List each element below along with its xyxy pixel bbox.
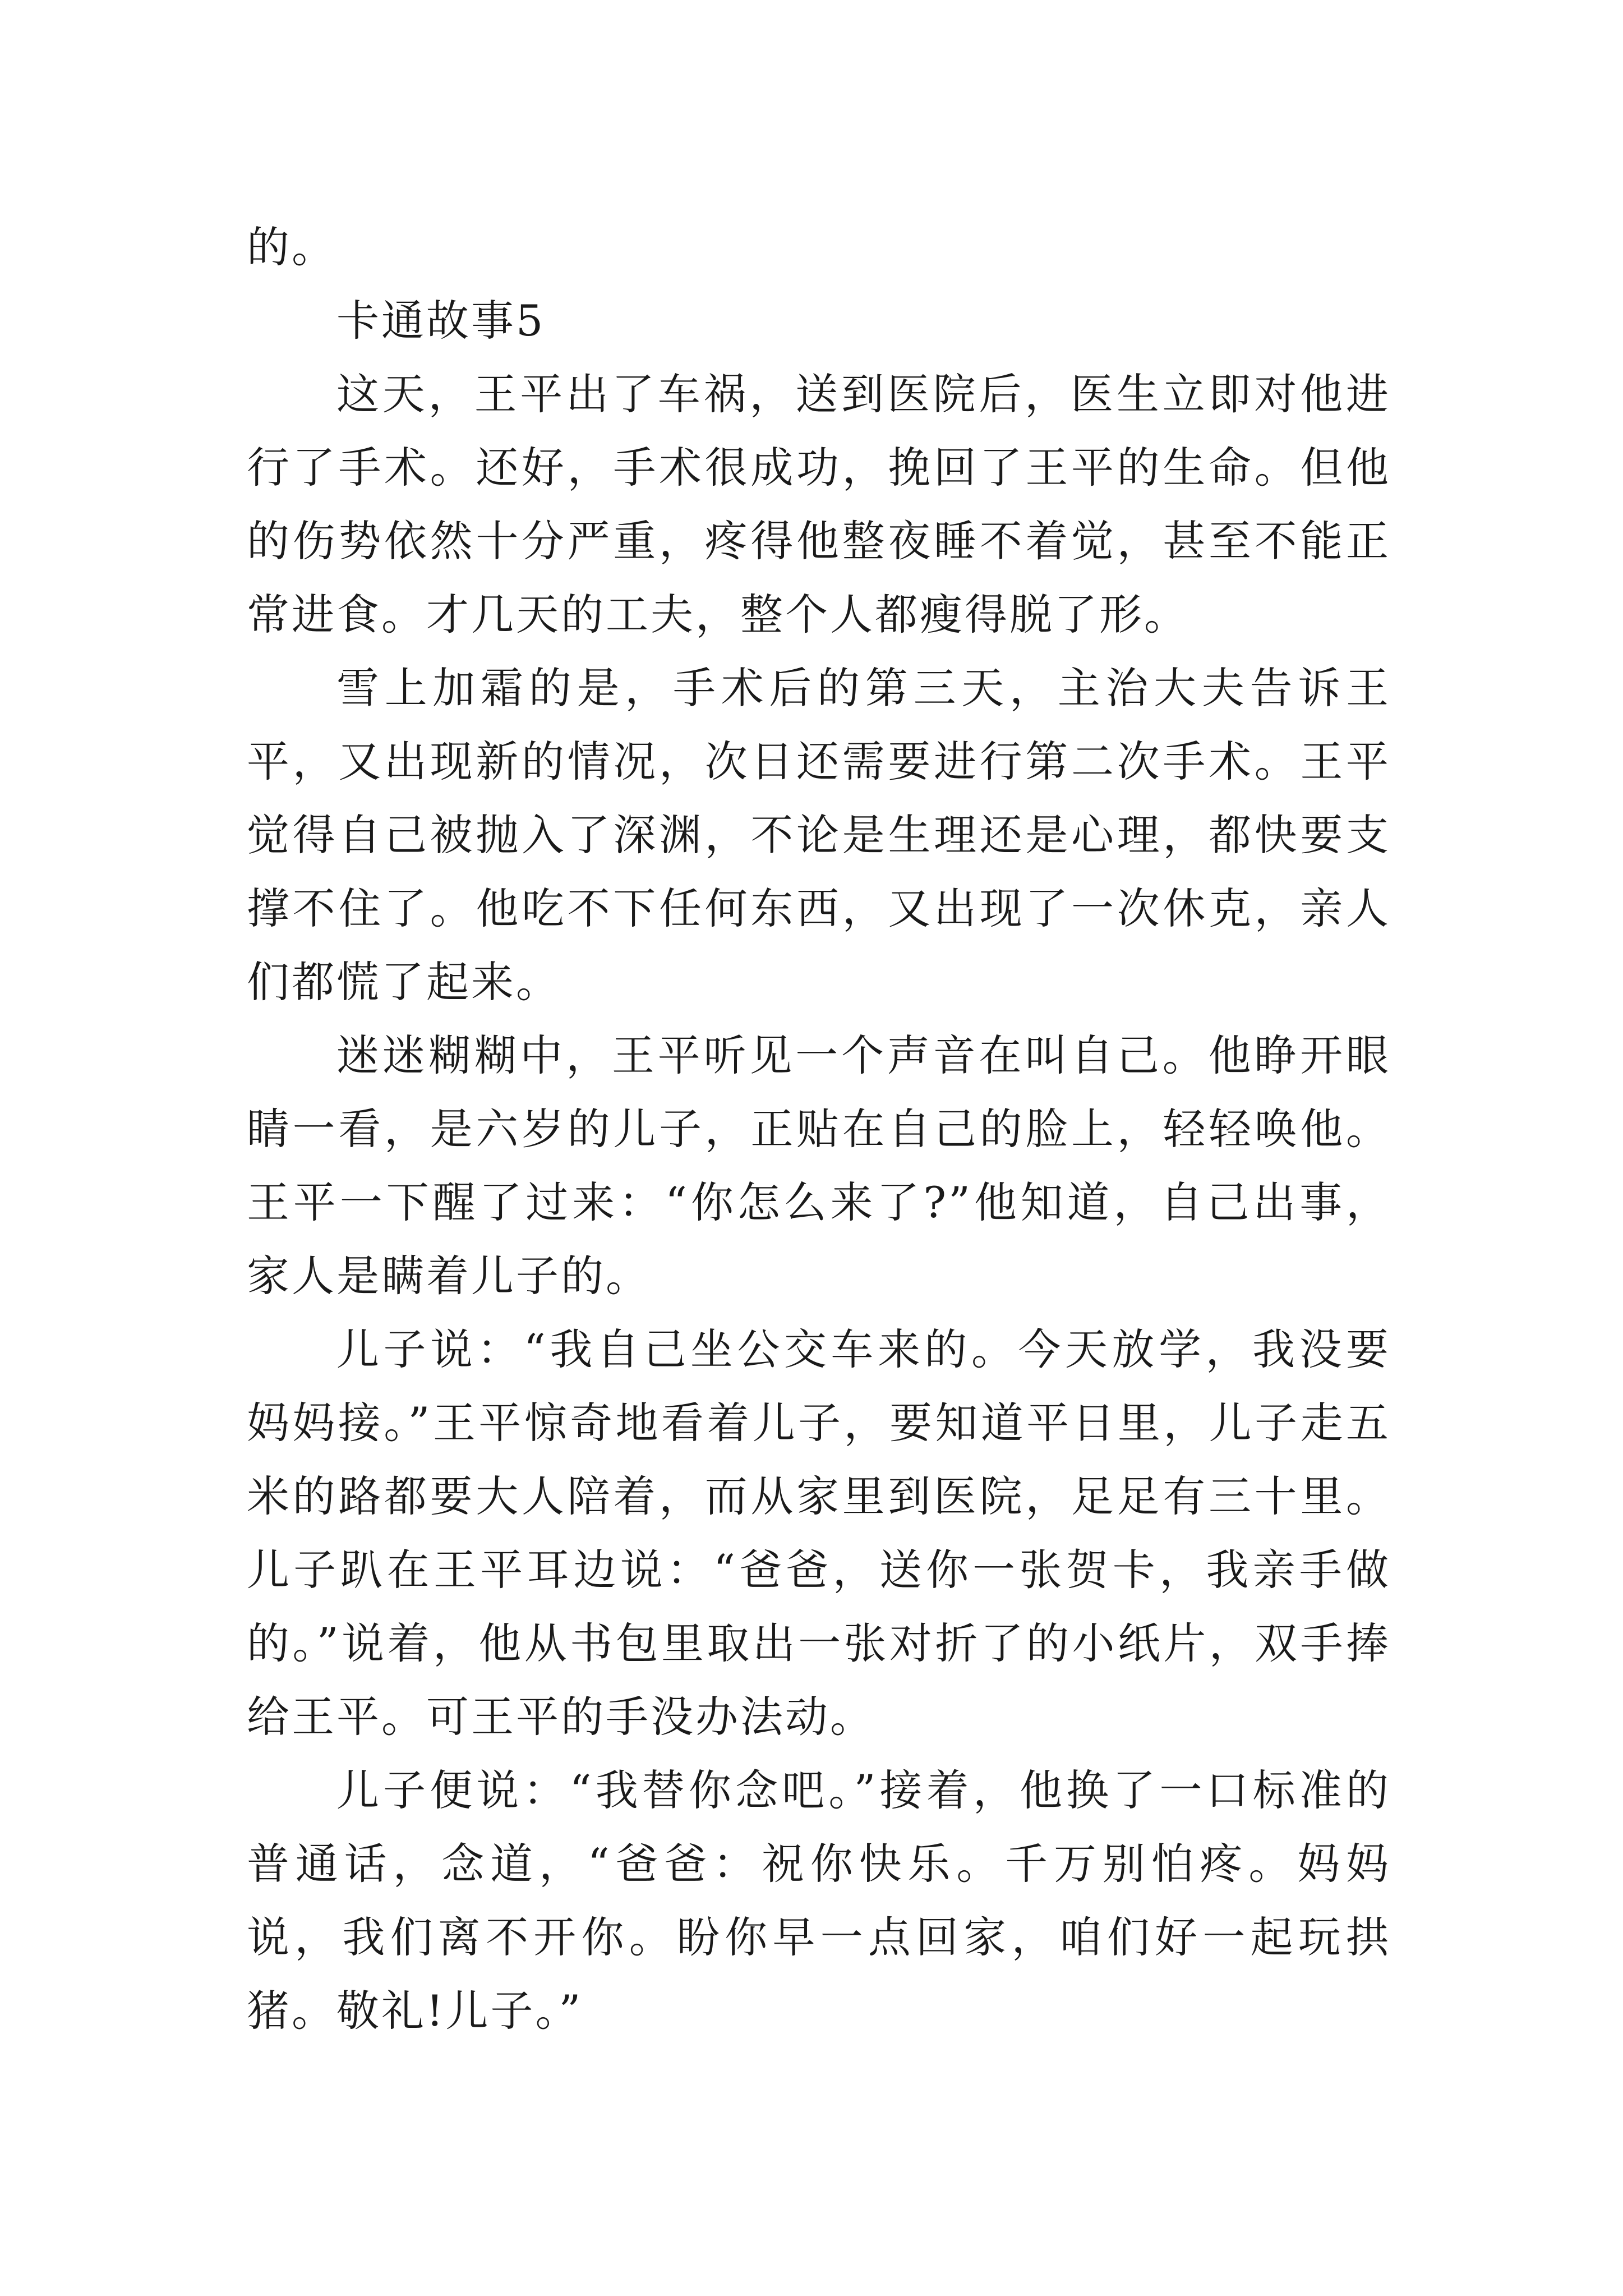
paragraph: 这天，王平出了车祸，送到医院后，医生立即对他进行了手术。还好，手术很成功，挽回了王平的生命。但他的伤势依然十分严重，疼得他整夜睡不着觉，甚至不能正常进食。才几天的工夫，整个人都瘦得脱了形。 — [247, 369, 1391, 639]
paragraph: 雪上加霜的是，手术后的第三天，主治大夫告诉王平，又出现新的情况，次日还需要进行第二次手术。王平觉得自己被抛入了深渊，不论是生理还是心理，都快要支撑不住了。他吃不下任何东西，又出现了一次休克，亲人们都慌了起来。 — [247, 663, 1391, 1007]
paragraph-continuation: 的。 — [247, 222, 336, 272]
body-text — [247, 210, 1391, 2047]
paragraph: 儿子说：“我自己坐公交车来的。今天放学，我没要妈妈接。”王平惊奇地看着儿子，要知道平日里，儿子走五米的路都要大人陪着，而从家里到医院，足足有三十里。儿子趴在王平耳边说：“爸爸，送你一张贺卡，我亲手做的。”说着，他从书包里取出一张对折了的小纸片，双手捧给王平。可王平的手没办法动。 — [247, 1324, 1391, 1742]
story-heading: 卡通故事5 — [336, 296, 546, 346]
paragraph: 迷迷糊糊中，王平听见一个声音在叫自己。他睁开眼睛一看，是六岁的儿子，正贴在自己的脸上，轻轻唤他。王平一下醒了过来：“你怎么来了?”他知道，自己出事，家人是瞒着儿子的。 — [247, 1030, 1391, 1301]
paragraph: 儿子便说：“我替你念吧。”接着，他换了一口标准的普通话，念道，“爸爸：祝你快乐。千万别怕疼。妈妈说，我们离不开你。盼你早一点回家，咱们好一起玩拱猪。敬礼!儿子。” — [247, 1765, 1391, 2036]
